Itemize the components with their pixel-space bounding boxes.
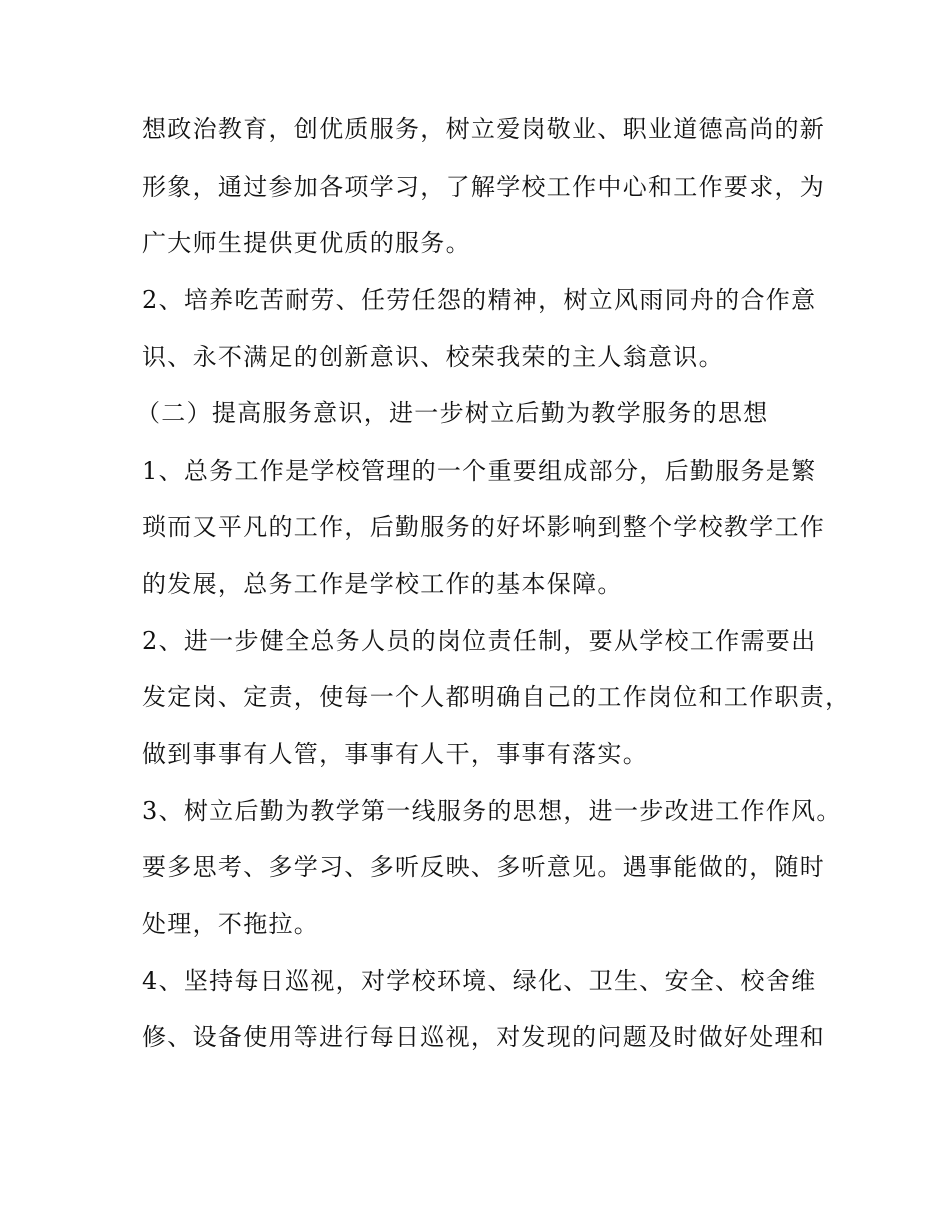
text-line: 要多思考、多学习、多听反映、多听意见。遇事能做的，随时 <box>142 853 826 881</box>
text-line: 琐而又平凡的工作，后勤服务的好坏影响到整个学校教学工作 <box>142 513 826 541</box>
text-line: 发定岗、定责，使每一个人都明确自己的工作岗位和工作职责， <box>142 683 851 711</box>
text-line: 修、设备使用等进行每日巡视，对发现的问题及时做好处理和 <box>142 1023 826 1051</box>
section-heading: （二）提高服务意识，进一步树立后勤为教学服务的思想 <box>136 399 769 427</box>
text-line: 形象，通过参加各项学习，了解学校工作中心和工作要求，为 <box>142 173 826 201</box>
text-line: 广大师生提供更优质的服务。 <box>142 229 471 257</box>
text-line: 想政治教育，创优质服务，树立爱岗敬业、职业道德高尚的新 <box>142 115 826 143</box>
text-line: 做到事事有人管，事事有人干，事事有落实。 <box>142 740 648 768</box>
list-item: 3、树立后勤为教学第一线服务的思想，进一步改进工作作风。 <box>142 797 842 825</box>
list-item: 1、总务工作是学校管理的一个重要组成部分，后勤服务是繁 <box>142 457 817 485</box>
list-item: 2、培养吃苦耐劳、任劳任怨的精神，树立风雨同舟的合作意 <box>142 286 817 314</box>
list-item: 4、坚持每日巡视，对学校环境、绿化、卫生、安全、校舍维 <box>142 967 817 995</box>
list-item: 2、进一步健全总务人员的岗位责任制，要从学校工作需要出 <box>142 627 817 655</box>
text-line: 的发展，总务工作是学校工作的基本保障。 <box>142 570 623 598</box>
text-line: 识、永不满足的创新意识、校荣我荣的主人翁意识。 <box>142 343 724 371</box>
text-line: 处理，不拖拉。 <box>142 910 320 938</box>
